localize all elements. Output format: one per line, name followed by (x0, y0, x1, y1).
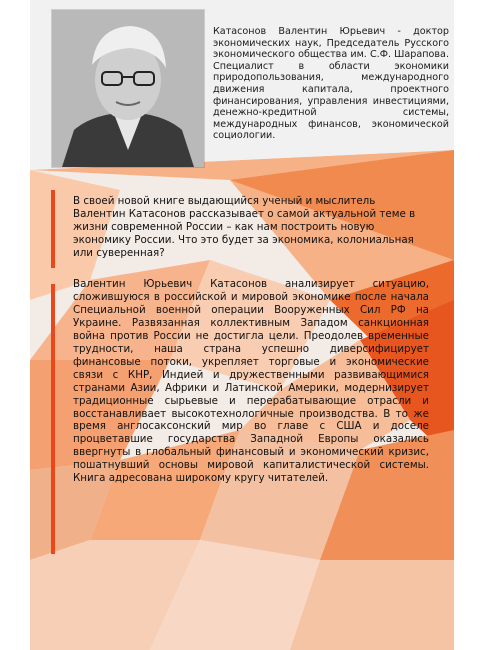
body-accent-bar (51, 284, 55, 554)
description-paragraph: Валентин Юрьевич Катасонов анализирует ситуацию, сложившуюся в российской и мировой экономике после начала Специальной военной операции Вооруженных Сил РФ на Украине. Развязанная коллективным Западом санкционная война против России не достигла цели. Преодолев временные трудности, наша страна успешно диверсифицирует финансовые потоки, укрепляет торговые и экономические связи с КНР, Индией и дружественными развивающимися странами Азии, Африки и Латинской Америки, модернизирует традиционные сырьевые и перерабатывающие отрасли и восстанавливает высокотехнологичные производства. В то же время англосаксонский мир во главе с США и доселе процветавшие государства Западной Европы оказались ввергнуты в глобальный финансовый и экономический кризис, пошатнувший основы мировой капиталистической системы. Книга адресована широкому кругу читателей. (73, 278, 429, 485)
author-portrait-image (52, 10, 204, 167)
lead-paragraph: В своей новой книге выдающийся ученый и мыслитель Валентин Катасонов рассказывает о самой актуальной теме в жизни современной России – как нам построить новую экономику России. Что это будет за экономика, колониальная или суверенная? (73, 195, 416, 259)
book-back-cover (30, 0, 454, 650)
author-bio: Катасонов Валентин Юрьевич - доктор экономических наук, Председатель Русского экономического общества им. С.Ф. Шарапова. Специалист в области экономики природопользования, международного движения капитала, проектного финансирования, управления инвестициями, денежно-кредитной системы, международных финансов, экономической социологии. (213, 26, 449, 142)
author-photo (52, 10, 204, 167)
lead-accent-bar (51, 190, 55, 268)
